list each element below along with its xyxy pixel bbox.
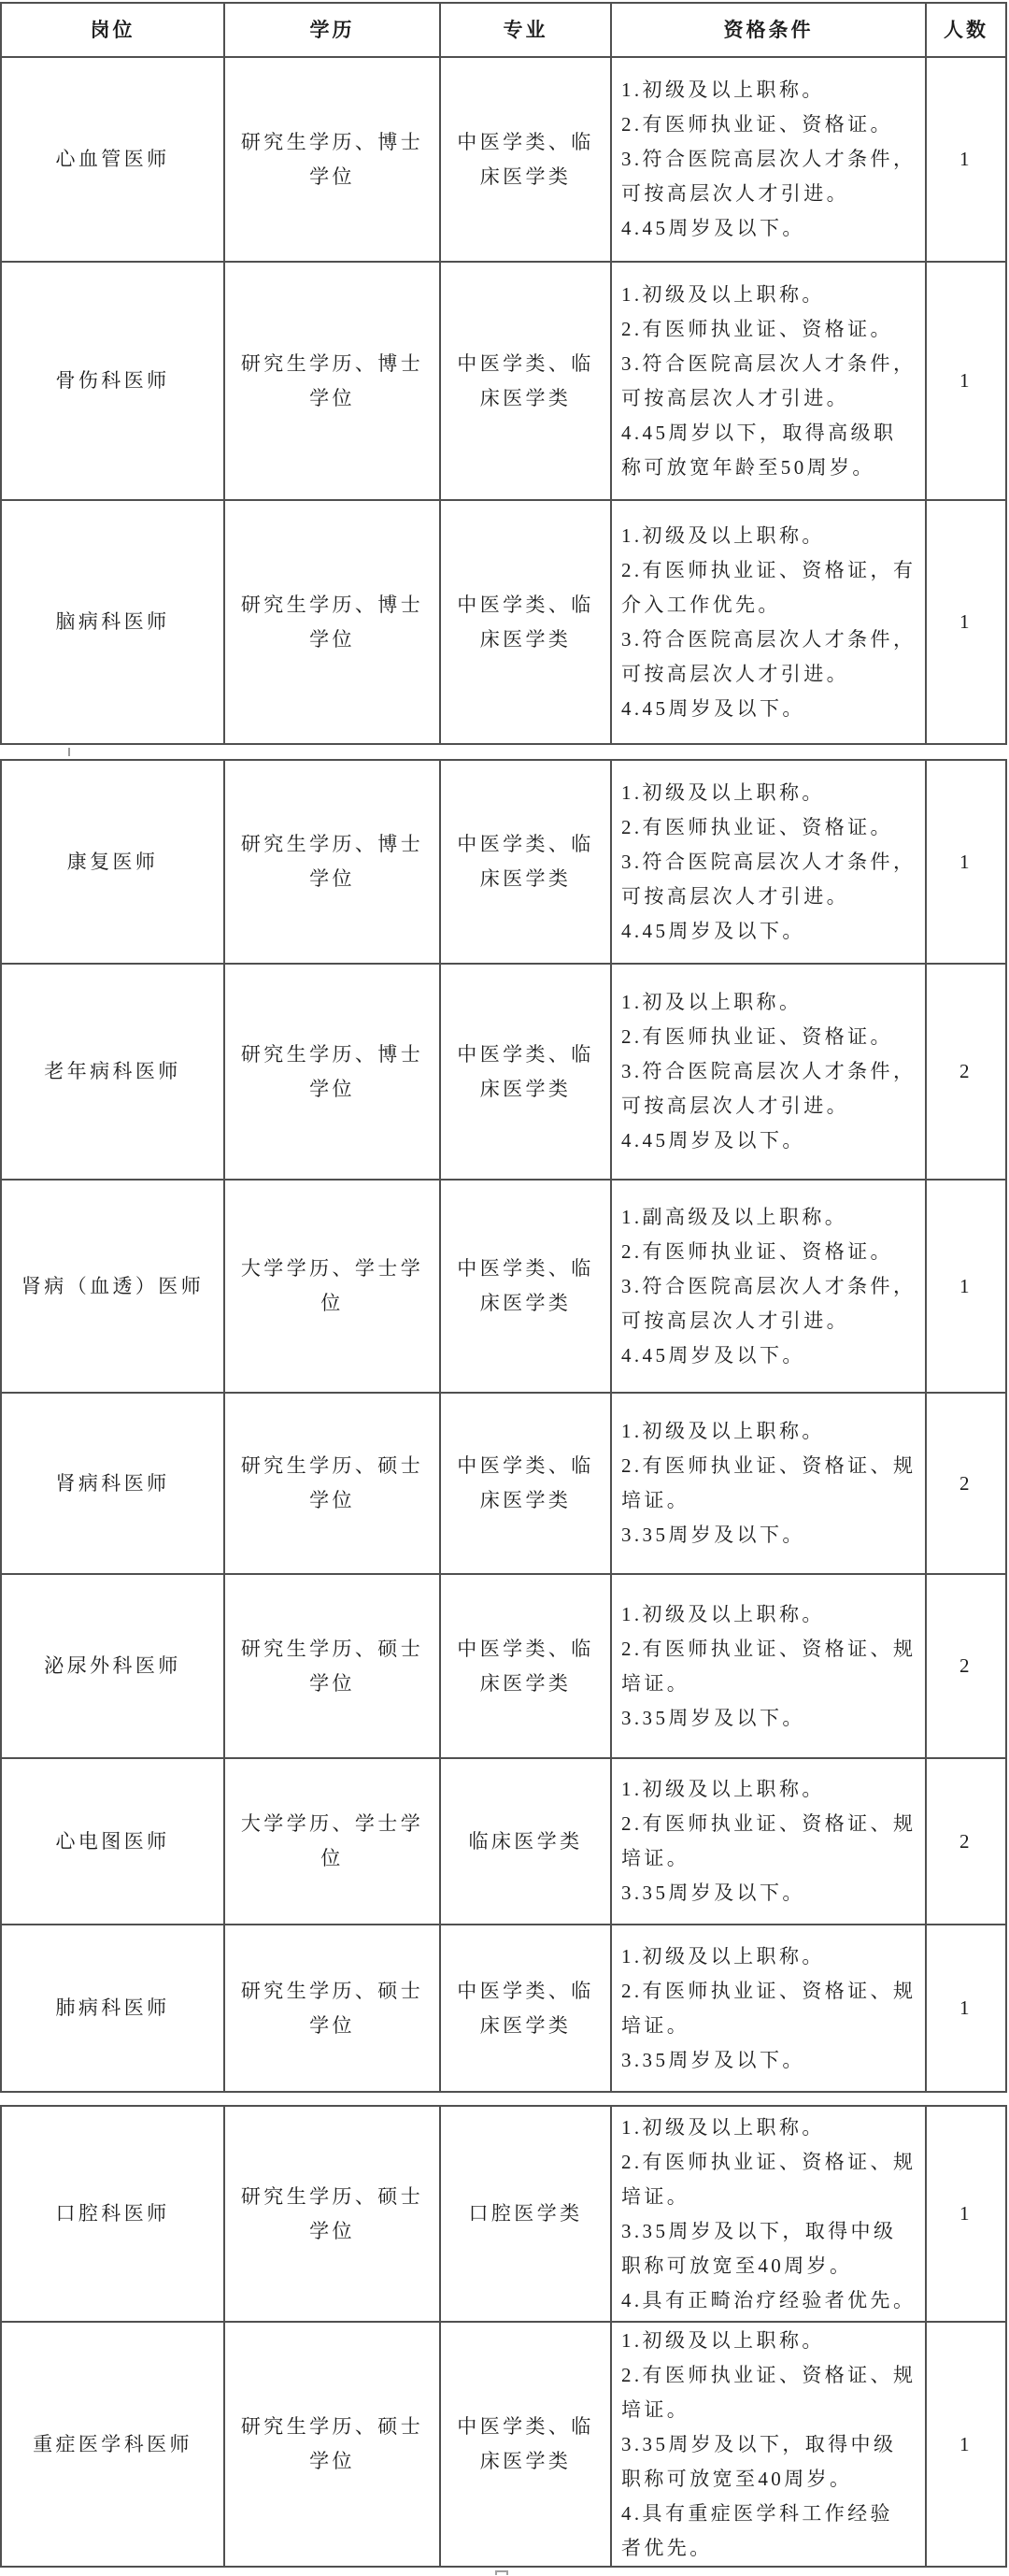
table-row xyxy=(2,1575,1007,1759)
headcount-cell xyxy=(927,2107,1007,2323)
qualification-line: 4.45周岁及以下。 xyxy=(621,919,805,942)
position-cell xyxy=(2,501,225,745)
qualification-line: 4.具有正畸治疗经验者优先。 xyxy=(621,2288,917,2311)
table-row xyxy=(2,58,1007,263)
header-cell-headcount xyxy=(927,4,1007,58)
qualification-line: 4.45周岁及以下。 xyxy=(621,696,805,720)
qualifications-cell xyxy=(612,1575,927,1759)
table-row xyxy=(2,761,1007,965)
qualification-line: 2.有医师执业证、资格证、规 xyxy=(621,1812,917,1835)
qualification-line: 3.符合医院高层次人才条件， xyxy=(621,627,917,651)
qualification-line: 1.初级及以上职称。 xyxy=(621,79,825,101)
major-cell xyxy=(441,1181,612,1394)
table-segment-1 xyxy=(0,2,1007,745)
position-name: 肾病（血透）医师 xyxy=(21,1274,205,1297)
table-row xyxy=(2,965,1007,1181)
headcount-value: 1 xyxy=(959,1996,973,2019)
headcount-cell xyxy=(927,1925,1007,2093)
table-row xyxy=(2,2107,1007,2323)
qualifications-cell xyxy=(612,1181,927,1394)
position-cell xyxy=(2,2323,225,2568)
qualification-line: 1.初级及以上职称。 xyxy=(621,1944,825,1968)
table-segment-3 xyxy=(0,2105,1007,2568)
header-label: 专业 xyxy=(503,18,548,41)
education-line: 研究生学历、博士 xyxy=(240,593,424,616)
major-line: 床医学类 xyxy=(479,2013,572,2037)
education-line: 大学学历、学士学 xyxy=(240,1812,424,1835)
major-line: 中医学类、临 xyxy=(457,2415,594,2438)
qualification-line: 3.符合医院高层次人才条件， xyxy=(621,1274,917,1297)
education-line: 研究生学历、硕士 xyxy=(240,1637,424,1660)
headcount-value: 1 xyxy=(959,1274,973,1297)
qualification-line: 1.初级及以上职称。 xyxy=(621,1420,825,1442)
headcount-value: 1 xyxy=(959,369,973,392)
position-name: 肾病科医师 xyxy=(55,1471,170,1495)
position-name: 骨伤科医师 xyxy=(55,369,170,392)
education-cell xyxy=(225,501,441,745)
education-line: 研究生学历、博士 xyxy=(240,833,424,855)
position-name: 老年病科医师 xyxy=(44,1060,181,1082)
headcount-value: 1 xyxy=(959,850,973,873)
major-line: 口腔医学类 xyxy=(468,2202,583,2225)
major-line: 床医学类 xyxy=(479,1489,572,1511)
qualification-line: 可按高层次人才引进。 xyxy=(621,884,849,908)
position-cell xyxy=(2,1575,225,1759)
table-segment-2 xyxy=(0,759,1007,2093)
position-cell xyxy=(2,58,225,263)
major-line: 中医学类、临 xyxy=(457,130,594,153)
position-cell xyxy=(2,965,225,1181)
major-cell xyxy=(441,761,612,965)
qualification-line: 3.35周岁及以下，取得中级 xyxy=(621,2432,897,2455)
education-line: 学位 xyxy=(309,165,355,188)
qualification-line: 1.初级及以上职称。 xyxy=(621,2115,825,2139)
position-cell xyxy=(2,1759,225,1925)
qualification-line: 培证。 xyxy=(621,1489,690,1511)
qualification-line: 培证。 xyxy=(621,2013,690,2037)
position-name: 重症医学科医师 xyxy=(33,2432,192,2455)
position-name: 脑病科医师 xyxy=(55,610,170,633)
headcount-cell xyxy=(927,1575,1007,1759)
qualification-line: 4.具有重症医学科工作经验 xyxy=(621,2501,893,2525)
major-line: 床医学类 xyxy=(479,867,572,890)
education-cell xyxy=(225,1925,441,2093)
major-line: 床医学类 xyxy=(479,165,572,188)
qualifications-cell xyxy=(612,761,927,965)
education-line: 位 xyxy=(320,1292,344,1314)
major-line: 中医学类、临 xyxy=(457,1979,594,2002)
position-name: 心电图医师 xyxy=(55,1829,170,1853)
qualification-line: 3.35周岁及以下。 xyxy=(621,1524,805,1546)
headcount-cell xyxy=(927,2323,1007,2568)
qualification-line: 3.35周岁及以下。 xyxy=(621,1882,805,1904)
major-line: 床医学类 xyxy=(479,386,572,409)
major-cell xyxy=(441,263,612,501)
qualifications-cell xyxy=(612,1925,927,2093)
education-line: 学位 xyxy=(309,2219,355,2242)
major-line: 床医学类 xyxy=(479,1077,572,1100)
qualification-line: 4.45周岁以下，取得高级职 xyxy=(621,421,897,444)
major-line: 临床医学类 xyxy=(468,1829,583,1853)
table-row xyxy=(2,263,1007,501)
qualifications-cell xyxy=(612,263,927,501)
education-line: 研究生学历、博士 xyxy=(240,130,424,153)
qualification-line: 可按高层次人才引进。 xyxy=(621,1095,849,1117)
table-row xyxy=(2,501,1007,745)
major-cell xyxy=(441,1575,612,1759)
qualification-line: 2.有医师执业证、资格证、规 xyxy=(621,1454,917,1477)
headcount-value: 2 xyxy=(959,1060,973,1082)
qualification-line: 1.初级及以上职称。 xyxy=(621,2328,825,2352)
headcount-value: 2 xyxy=(959,1829,973,1853)
education-cell xyxy=(225,761,441,965)
major-line: 中医学类、临 xyxy=(457,833,594,855)
major-line: 中医学类、临 xyxy=(457,351,594,375)
qualification-line: 1.初级及以上职称。 xyxy=(621,780,825,804)
qualification-line: 职称可放宽至40周岁。 xyxy=(621,2254,853,2277)
table-header-row xyxy=(2,4,1007,58)
qualification-line: 2.有医师执业证、资格证、规 xyxy=(621,2150,917,2173)
qualification-line: 可按高层次人才引进。 xyxy=(621,182,849,205)
qualification-line: 可按高层次人才引进。 xyxy=(621,662,849,685)
headcount-cell xyxy=(927,1394,1007,1575)
position-name: 泌尿外科医师 xyxy=(44,1654,181,1677)
education-line: 学位 xyxy=(309,386,355,409)
qualification-line: 培证。 xyxy=(621,1671,690,1695)
position-name: 肺病科医师 xyxy=(55,1996,170,2019)
qualification-line: 介入工作优先。 xyxy=(621,593,781,616)
page-footer-mark xyxy=(495,2570,508,2575)
table-row xyxy=(2,1394,1007,1575)
education-cell xyxy=(225,1181,441,1394)
headcount-value: 1 xyxy=(959,148,973,170)
qualification-line: 3.符合医院高层次人才条件， xyxy=(621,351,917,375)
header-cell-education xyxy=(225,4,441,58)
education-cell xyxy=(225,965,441,1181)
header-cell-qualifications xyxy=(612,4,927,58)
major-cell xyxy=(441,965,612,1181)
qualification-line: 2.有医师执业证、资格证。 xyxy=(621,1239,893,1263)
headcount-value: 1 xyxy=(959,2202,973,2225)
qualification-line: 2.有医师执业证、资格证。 xyxy=(621,1025,893,1048)
qualification-line: 3.35周岁及以下，取得中级 xyxy=(621,2219,897,2242)
education-cell xyxy=(225,2323,441,2568)
qualifications-cell xyxy=(612,2107,927,2323)
qualification-line: 者优先。 xyxy=(621,2536,713,2559)
qualification-line: 3.符合医院高层次人才条件， xyxy=(621,1060,917,1082)
headcount-value: 1 xyxy=(959,610,973,633)
qualification-line: 2.有医师执业证、资格证，有 xyxy=(621,558,917,581)
qualification-line: 2.有医师执业证、资格证、规 xyxy=(621,2363,917,2386)
education-line: 学位 xyxy=(309,1671,355,1695)
page-break-mark xyxy=(68,748,70,756)
major-cell xyxy=(441,58,612,263)
qualifications-cell xyxy=(612,58,927,263)
qualification-line: 培证。 xyxy=(621,2184,690,2208)
qualification-line: 培证。 xyxy=(621,2397,690,2421)
qualification-line: 1.初级及以上职称。 xyxy=(621,1602,825,1625)
headcount-cell xyxy=(927,761,1007,965)
major-line: 中医学类、临 xyxy=(457,1257,594,1280)
headcount-cell xyxy=(927,1181,1007,1394)
major-line: 中医学类、临 xyxy=(457,1042,594,1066)
header-label: 人数 xyxy=(944,18,988,41)
header-label: 岗位 xyxy=(90,18,135,41)
major-line: 床医学类 xyxy=(479,627,572,651)
qualification-line: 1.初级及以上职称。 xyxy=(621,523,825,547)
qualification-line: 1.副高级及以上职称。 xyxy=(621,1205,848,1228)
qualification-line: 2.有医师执业证、资格证。 xyxy=(621,113,893,136)
qualification-line: 4.45周岁及以下。 xyxy=(621,1129,805,1152)
header-cell-position xyxy=(2,4,225,58)
qualification-line: 3.35周岁及以下。 xyxy=(621,1706,805,1729)
qualification-line: 3.35周岁及以下。 xyxy=(621,2048,805,2071)
headcount-cell xyxy=(927,965,1007,1181)
education-cell xyxy=(225,263,441,501)
education-line: 研究生学历、博士 xyxy=(240,1042,424,1066)
headcount-cell xyxy=(927,263,1007,501)
major-line: 床医学类 xyxy=(479,1671,572,1695)
headcount-value: 1 xyxy=(959,2432,973,2455)
education-line: 学位 xyxy=(309,1077,355,1100)
qualification-line: 4.45周岁及以下。 xyxy=(621,1343,805,1367)
header-label: 资格条件 xyxy=(723,18,814,41)
qualification-line: 2.有医师执业证、资格证。 xyxy=(621,317,893,340)
qualification-line: 培证。 xyxy=(621,1847,690,1869)
education-line: 学位 xyxy=(309,627,355,651)
qualification-line: 职称可放宽至40周岁。 xyxy=(621,2467,853,2490)
position-cell xyxy=(2,263,225,501)
position-cell xyxy=(2,1394,225,1575)
major-cell xyxy=(441,1394,612,1575)
qualification-line: 3.符合医院高层次人才条件， xyxy=(621,850,917,873)
table-row xyxy=(2,2323,1007,2568)
qualification-line: 1.初级及以上职称。 xyxy=(621,282,825,306)
qualification-line: 3.符合医院高层次人才条件， xyxy=(621,148,917,170)
position-cell xyxy=(2,1925,225,2093)
major-cell xyxy=(441,1759,612,1925)
qualifications-cell xyxy=(612,501,927,745)
position-cell xyxy=(2,2107,225,2323)
qualification-line: 可按高层次人才引进。 xyxy=(621,1309,849,1332)
headcount-cell xyxy=(927,1759,1007,1925)
education-line: 研究生学历、硕士 xyxy=(240,2184,424,2208)
qualifications-cell xyxy=(612,2323,927,2568)
major-cell xyxy=(441,2323,612,2568)
education-line: 学位 xyxy=(309,2013,355,2037)
position-cell xyxy=(2,1181,225,1394)
major-line: 中医学类、临 xyxy=(457,1454,594,1477)
qualification-line: 4.45周岁及以下。 xyxy=(621,217,805,239)
major-line: 床医学类 xyxy=(479,1292,572,1314)
education-line: 研究生学历、博士 xyxy=(240,351,424,375)
major-cell xyxy=(441,1925,612,2093)
qualification-line: 2.有医师执业证、资格证、规 xyxy=(621,1637,917,1660)
education-line: 学位 xyxy=(309,1489,355,1511)
education-line: 研究生学历、硕士 xyxy=(240,1454,424,1477)
headcount-cell xyxy=(927,58,1007,263)
qualification-line: 可按高层次人才引进。 xyxy=(621,386,849,409)
position-name: 康复医师 xyxy=(66,850,159,873)
major-line: 中医学类、临 xyxy=(457,1637,594,1660)
education-line: 研究生学历、硕士 xyxy=(240,1979,424,2002)
education-line: 大学学历、学士学 xyxy=(240,1257,424,1280)
major-cell xyxy=(441,2107,612,2323)
education-cell xyxy=(225,1759,441,1925)
major-cell xyxy=(441,501,612,745)
education-line: 学位 xyxy=(309,867,355,890)
education-cell xyxy=(225,1394,441,1575)
header-cell-major xyxy=(441,4,612,58)
major-line: 床医学类 xyxy=(479,2450,572,2472)
position-cell xyxy=(2,761,225,965)
education-line: 学位 xyxy=(309,2450,355,2472)
position-name: 心血管医师 xyxy=(55,148,170,170)
qualifications-cell xyxy=(612,965,927,1181)
position-name: 口腔科医师 xyxy=(55,2202,170,2225)
education-cell xyxy=(225,2107,441,2323)
education-cell xyxy=(225,1575,441,1759)
table-row xyxy=(2,1181,1007,1394)
qualification-line: 称可放宽年龄至50周岁。 xyxy=(621,455,875,479)
education-line: 位 xyxy=(320,1847,344,1869)
qualification-line: 1.初级及以上职称。 xyxy=(621,1778,825,1800)
education-line: 研究生学历、硕士 xyxy=(240,2415,424,2438)
table-row xyxy=(2,1759,1007,1925)
headcount-value: 2 xyxy=(959,1654,973,1677)
qualifications-cell xyxy=(612,1394,927,1575)
major-line: 中医学类、临 xyxy=(457,593,594,616)
qualification-line: 2.有医师执业证、资格证、规 xyxy=(621,1979,917,2002)
education-cell xyxy=(225,58,441,263)
header-label: 学历 xyxy=(309,18,355,41)
headcount-cell xyxy=(927,501,1007,745)
headcount-value: 2 xyxy=(959,1471,973,1495)
qualification-line: 2.有医师执业证、资格证。 xyxy=(621,815,893,838)
qualification-line: 1.初及以上职称。 xyxy=(621,991,803,1013)
table-row xyxy=(2,1925,1007,2093)
qualifications-cell xyxy=(612,1759,927,1925)
